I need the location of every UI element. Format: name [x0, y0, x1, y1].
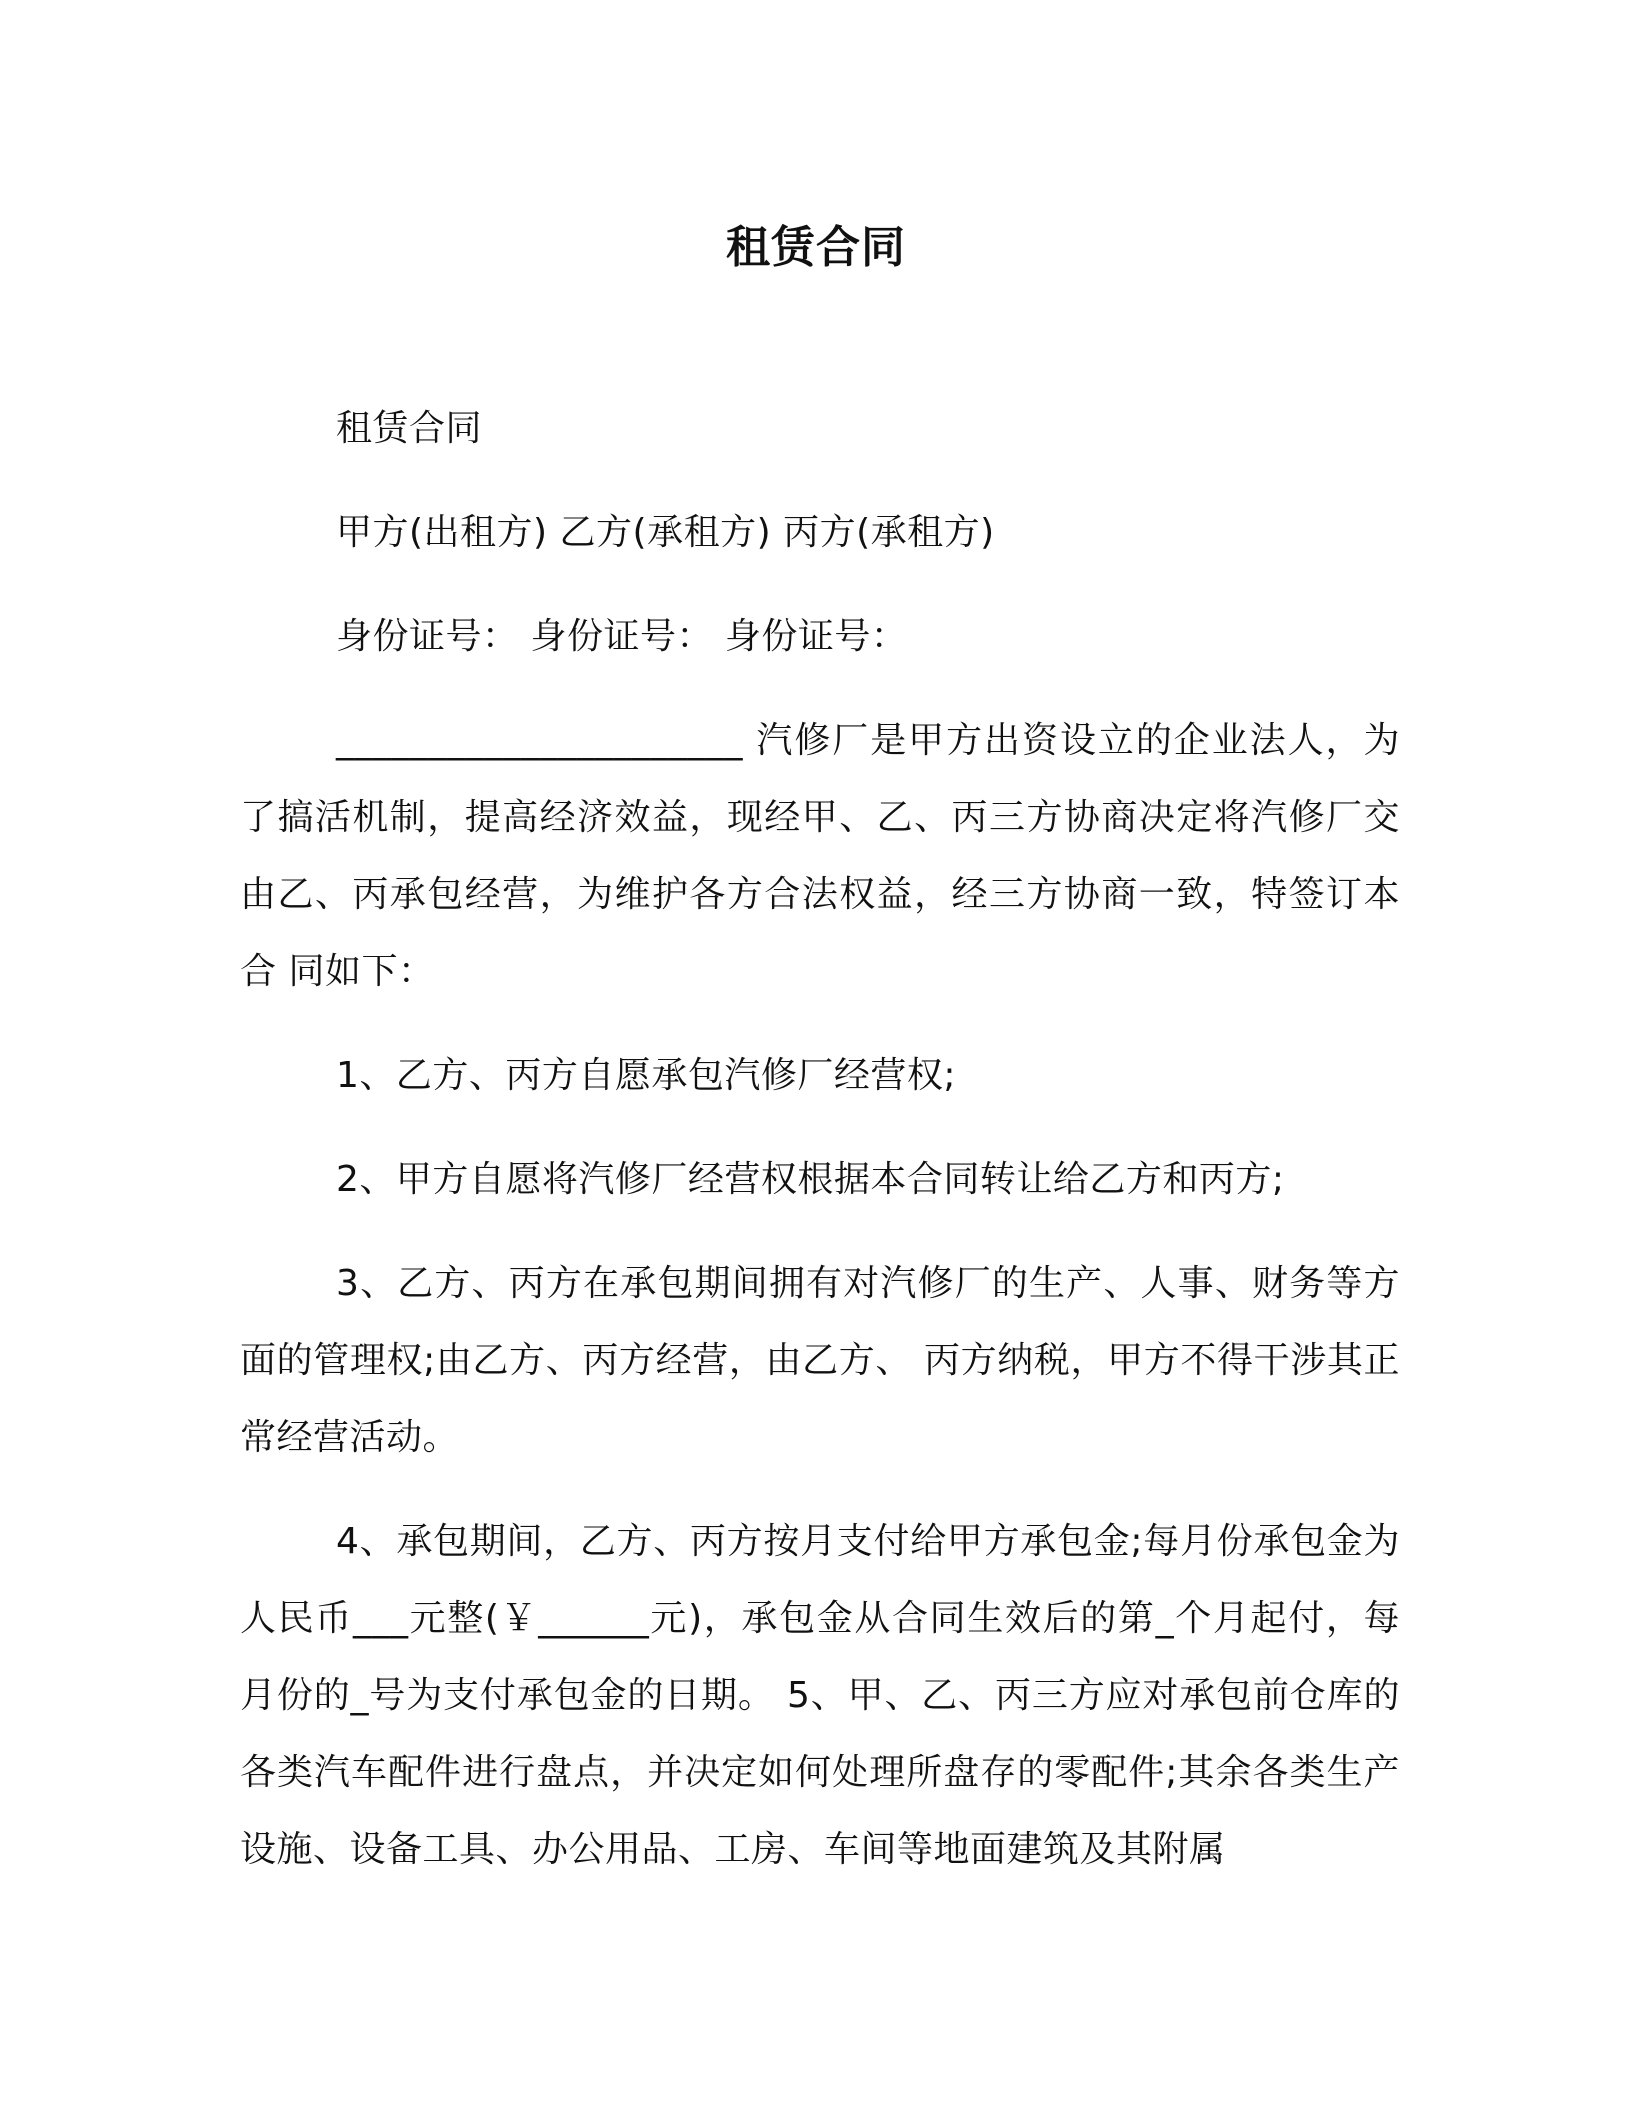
paragraph-parties: 甲方(出租方) 乙方(承租方) 丙方(承租方) — [336, 512, 995, 553]
paragraph-clause-2: 2、甲方自愿将汽修厂经营权根据本合同转让给乙方和丙方; — [336, 1159, 1285, 1200]
document-title: 租赁合同 — [726, 222, 906, 273]
paragraph-clause-4-5: 4、承包期间，乙方、丙方按月支付给甲方承包金;每月份承包金为人民币___元整(￥______元)，承包金从合同生效后的第_个月起付，每月份的_号为支付承包金的日期。 5、甲、乙、丙三方应对承包前仓库的各类汽车配件进行盘点，并决定如何处理所盘存的零配件;其余各类生产设施、设备工具、办公用品、工房、车间等地面建筑及其附属 — [240, 1521, 1400, 1870]
paragraph-heading: 租赁合同 — [336, 408, 483, 449]
paragraph-preamble: ______________________ 汽修厂是甲方出资设立的企业法人，为了搞活机制，提高经济效益，现经甲、乙、丙三方协商决定将汽修厂交由乙、丙承包经营，为维护各方合法权益，经三方协商一致，特签订本合 同如下： — [240, 720, 1400, 992]
paragraph-clause-3: 3、乙方、丙方在承包期间拥有对汽修厂的生产、人事、财务等方面的管理权;由乙方、丙方经营，由乙方、 丙方纳税，甲方不得干涉其正常经营活动。 — [240, 1263, 1400, 1458]
document-body — [240, 390, 1400, 1888]
paragraph-id-numbers: 身份证号： 身份证号： 身份证号： — [336, 616, 908, 657]
paragraph-clause-1: 1、乙方、丙方自愿承包汽修厂经营权; — [336, 1055, 957, 1096]
